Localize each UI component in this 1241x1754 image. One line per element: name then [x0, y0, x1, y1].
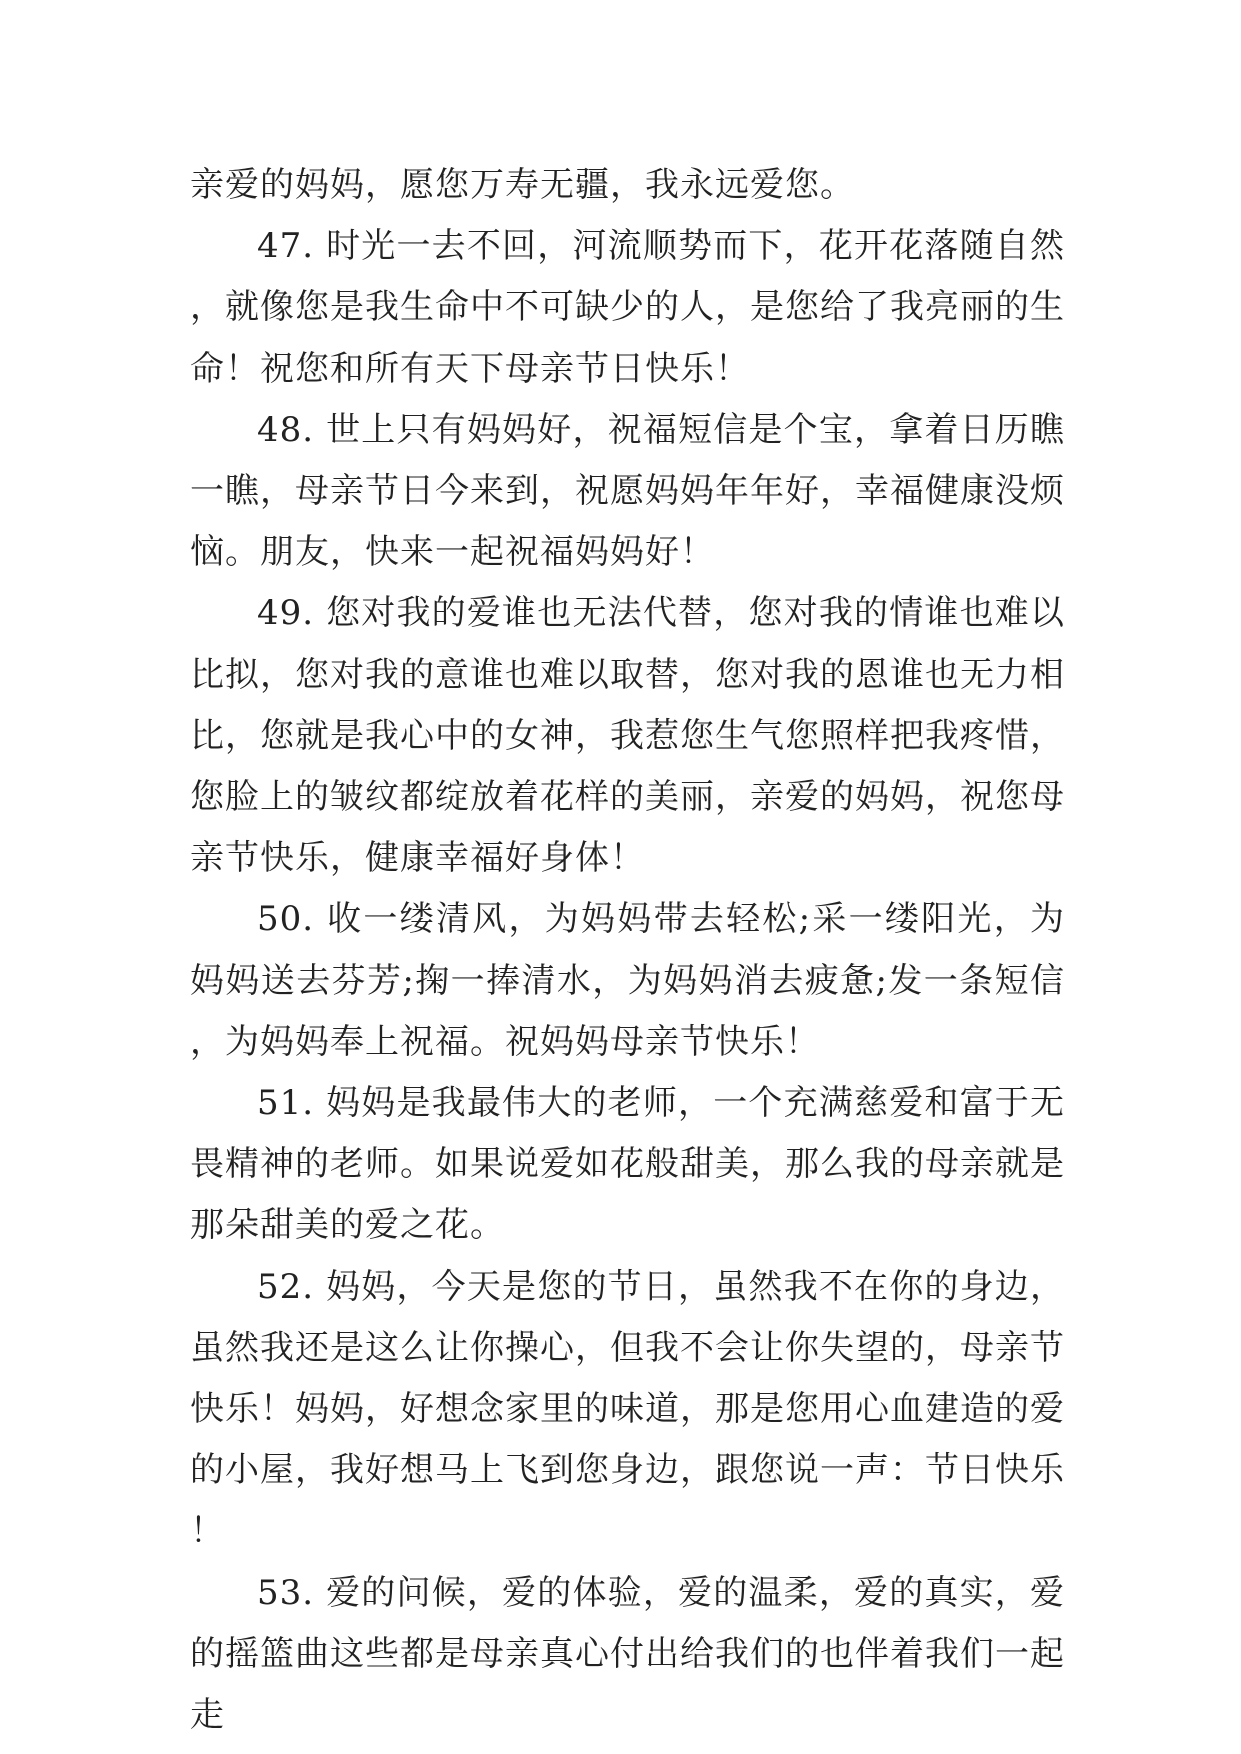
paragraph-52: 52. 妈妈，今天是您的节日，虽然我不在你的身边，虽然我还是这么让你操心，但我不会让你失望的，母亲节快乐！妈妈，好想念家里的味道，那是您用心血建造的爱的小屋，我好想马上飞到您身边，跟您说一声：节日快乐！ — [190, 1266, 1065, 1552]
paragraph-continuation: 亲爱的妈妈，愿您万寿无疆，我永远爱您。 — [190, 165, 855, 205]
paragraph-49: 49. 您对我的爱谁也无法代替，您对我的情谁也难以比拟，您对我的意谁也难以取替，您对我的恩谁也无力相比，您就是我心中的女神，我惹您生气您照样把我疼惜，您脸上的皱纹都绽放着花样的美丽，亲爱的妈妈，祝您母亲节快乐，健康幸福好身体！ — [190, 593, 1065, 879]
paragraph-53: 53. 爱的问候，爱的体验，爱的温柔，爱的真实，爱的摇篮曲这些都是母亲真心付出给我们的也伴着我们一起走 — [190, 1572, 1065, 1736]
document-body — [190, 155, 1065, 1746]
paragraph-47: 47. 时光一去不回，河流顺势而下，花开花落随自然，就像您是我生命中不可缺少的人，是您给了我亮丽的生命！祝您和所有天下母亲节日快乐！ — [190, 226, 1065, 389]
paragraph-50: 50. 收一缕清风，为妈妈带去轻松;采一缕阳光，为妈妈送去芬芳;掬一捧清水，为妈妈消去疲惫;发一条短信，为妈妈奉上祝福。祝妈妈母亲节快乐！ — [190, 899, 1065, 1062]
paragraph-51: 51. 妈妈是我最伟大的老师，一个充满慈爱和富于无畏精神的老师。如果说爱如花般甜美，那么我的母亲就是那朵甜美的爱之花。 — [190, 1083, 1065, 1246]
paragraph-48: 48. 世上只有妈妈好，祝福短信是个宝，拿着日历瞧一瞧，母亲节日今来到，祝愿妈妈年年好，幸福健康没烦恼。朋友，快来一起祝福妈妈好！ — [190, 409, 1065, 573]
